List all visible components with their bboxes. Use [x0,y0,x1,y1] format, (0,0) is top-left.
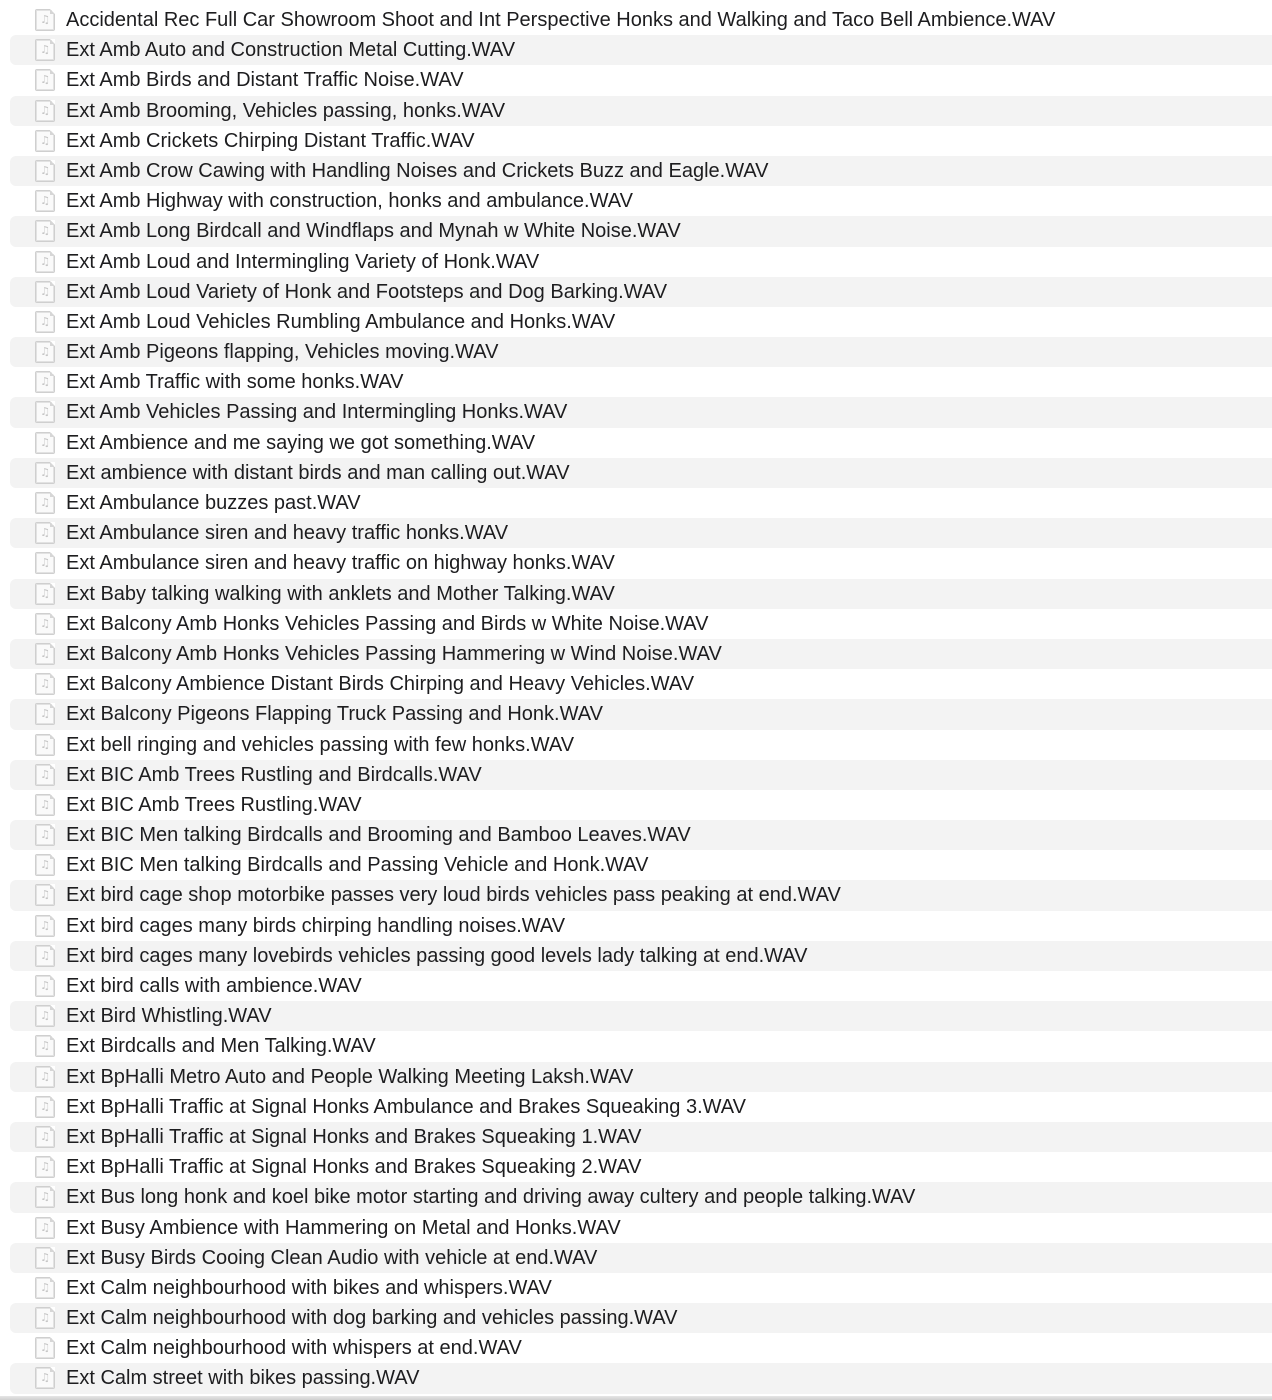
file-name: Ext Birdcalls and Men Talking.WAV [66,1035,376,1058]
audio-file-icon: ♫ [35,371,55,393]
file-name: Ext Baby talking walking with anklets and Mother Talking.WAV [66,582,615,605]
audio-file-icon: ♫ [35,824,55,846]
audio-file-icon: ♫ [35,764,55,786]
file-row[interactable] [10,5,1272,35]
file-row[interactable] [10,65,1272,95]
file-name: Ext Balcony Ambience Distant Birds Chirping and Heavy Vehicles.WAV [66,673,695,696]
file-row[interactable] [10,518,1272,548]
file-row[interactable] [10,1062,1272,1092]
audio-file-icon: ♫ [35,220,55,242]
audio-file-icon: ♫ [35,1126,55,1148]
file-name: Accidental Rec Full Car Showroom Shoot and Int Perspective Honks and Walking and Taco Bell Ambience.WAV [66,9,1056,31]
audio-file-icon: ♫ [35,734,55,756]
file-name: Ext BIC Men talking Birdcalls and Passing Vehicle and Honk.WAV [66,854,649,877]
audio-file-icon: ♫ [35,915,55,937]
file-name: Ext Amb Crow Cawing with Handling Noises and Crickets Buzz and Eagle.WAV [66,159,769,182]
audio-file-icon: ♫ [35,432,55,454]
file-row[interactable] [10,1001,1272,1031]
audio-file-icon: ♫ [35,1035,55,1057]
file-row[interactable] [10,1152,1272,1182]
file-row[interactable] [10,458,1272,488]
file-name: Ext Balcony Amb Honks Vehicles Passing and Birds w White Noise.WAV [66,612,709,635]
file-row[interactable] [10,548,1272,578]
file-row[interactable] [10,1092,1272,1122]
audio-file-icon: ♫ [35,69,55,91]
file-name: Ext Amb Traffic with some honks.WAV [66,371,404,394]
file-name: Ext BIC Amb Trees Rustling.WAV [66,793,362,816]
file-name: Ext bird cages many lovebirds vehicles passing good levels lady talking at end.WAV [66,944,808,967]
file-row[interactable] [10,911,1272,941]
file-row[interactable] [10,880,1272,910]
file-name: Ext Amb Crickets Chirping Distant Traffic.WAV [66,129,475,152]
audio-file-icon: ♫ [35,1217,55,1239]
file-name: Ext Busy Ambience with Hammering on Metal and Honks.WAV [66,1216,621,1239]
file-name: Ext Bird Whistling.WAV [66,1005,272,1028]
file-name: Ext Calm neighbourhood with dog barking and vehicles passing.WAV [66,1307,678,1330]
audio-file-icon: ♫ [35,1337,55,1359]
file-row[interactable] [10,669,1272,699]
window-bottom-edge [0,1396,1272,1400]
file-name: Ext bird cage shop motorbike passes very loud birds vehicles pass peaking at end.WAV [66,884,841,907]
file-name: Ext BIC Men talking Birdcalls and Brooming and Bamboo Leaves.WAV [66,824,691,847]
file-row[interactable] [10,699,1272,729]
audio-file-icon: ♫ [35,1096,55,1118]
audio-file-icon: ♫ [35,1277,55,1299]
file-name: Ext BpHalli Traffic at Signal Honks and Brakes Squeaking 1.WAV [66,1125,642,1148]
audio-file-icon: ♫ [35,794,55,816]
file-row[interactable] [10,579,1272,609]
file-name: Ext ambience with distant birds and man calling out.WAV [66,461,570,484]
file-name: Ext Balcony Amb Honks Vehicles Passing Hammering w Wind Noise.WAV [66,642,722,665]
file-row[interactable] [10,1363,1272,1393]
file-name: Ext Calm neighbourhood with bikes and whispers.WAV [66,1276,552,1299]
file-name: Ext BpHalli Metro Auto and People Walking Meeting Laksh.WAV [66,1065,634,1088]
file-name: Ext Amb Birds and Distant Traffic Noise.WAV [66,69,464,92]
file-name: Ext Amb Loud Variety of Honk and Footsteps and Dog Barking.WAV [66,280,668,303]
file-name: Ext Ambience and me saying we got something.WAV [66,431,536,454]
audio-file-icon: ♫ [35,945,55,967]
audio-file-icon: ♫ [35,1307,55,1329]
file-row[interactable] [10,730,1272,760]
file-row[interactable] [10,790,1272,820]
file-row[interactable] [10,216,1272,246]
file-name: Ext Ambulance buzzes past.WAV [66,492,361,514]
file-row[interactable] [10,35,1272,65]
file-row[interactable] [10,760,1272,790]
file-name: Ext Amb Loud and Intermingling Variety of Honk.WAV [66,250,540,273]
file-name: Ext bird calls with ambience.WAV [66,975,362,997]
file-row[interactable] [10,1122,1272,1152]
file-row[interactable] [10,1333,1272,1363]
file-name: Ext Calm street with bikes passing.WAV [66,1367,420,1390]
file-row[interactable] [10,126,1272,156]
file-name: Ext BpHalli Traffic at Signal Honks Ambulance and Brakes Squeaking 3.WAV [66,1095,746,1118]
file-name: Ext bell ringing and vehicles passing with few honks.WAV [66,733,575,756]
audio-file-icon: ♫ [35,1066,55,1088]
audio-file-icon: ♫ [35,975,55,997]
file-name: Ext Calm neighbourhood with whispers at end.WAV [66,1337,522,1360]
file-row[interactable] [10,337,1272,367]
file-row[interactable] [10,850,1272,880]
file-row[interactable] [10,96,1272,126]
audio-file-icon: ♫ [35,1156,55,1178]
file-row[interactable] [10,1243,1272,1273]
file-row[interactable] [10,186,1272,216]
audio-file-icon: ♫ [35,281,55,303]
file-row[interactable] [10,1303,1272,1333]
audio-file-icon: ♫ [35,552,55,574]
audio-file-icon: ♫ [35,401,55,423]
file-name: Ext Ambulance siren and heavy traffic honks.WAV [66,522,509,545]
file-name: Ext Amb Brooming, Vehicles passing, honks.WAV [66,99,506,122]
file-row[interactable] [10,820,1272,850]
audio-file-icon: ♫ [35,39,55,61]
file-row[interactable] [10,428,1272,458]
audio-file-icon: ♫ [35,583,55,605]
audio-file-icon: ♫ [35,462,55,484]
file-name: Ext Amb Auto and Construction Metal Cutting.WAV [66,39,516,62]
audio-file-icon: ♫ [35,190,55,212]
audio-file-icon: ♫ [35,613,55,635]
file-row[interactable] [10,1273,1272,1303]
audio-file-icon: ♫ [35,703,55,725]
audio-file-icon: ♫ [35,522,55,544]
file-list [0,5,1272,1394]
file-name: Ext Amb Loud Vehicles Rumbling Ambulance and Honks.WAV [66,310,616,333]
audio-file-icon: ♫ [35,884,55,906]
file-name: Ext Amb Long Birdcall and Windflaps and Mynah w White Noise.WAV [66,220,681,243]
file-row[interactable] [10,609,1272,639]
audio-file-icon: ♫ [35,1247,55,1269]
audio-file-icon: ♫ [35,160,55,182]
audio-file-icon: ♫ [35,251,55,273]
file-name: Ext Ambulance siren and heavy traffic on highway honks.WAV [66,552,615,575]
file-row[interactable] [10,639,1272,669]
audio-file-icon: ♫ [35,9,55,31]
file-row[interactable] [10,971,1272,1001]
file-name: Ext Busy Birds Cooing Clean Audio with vehicle at end.WAV [66,1246,598,1269]
file-row[interactable] [10,247,1272,277]
audio-file-icon: ♫ [35,100,55,122]
file-name: Ext bird cages many birds chirping handling noises.WAV [66,914,566,937]
audio-file-icon: ♫ [35,854,55,876]
file-name: Ext Amb Vehicles Passing and Intermingling Honks.WAV [66,401,568,424]
audio-file-icon: ♫ [35,311,55,333]
file-name: Ext Amb Pigeons flapping, Vehicles moving.WAV [66,341,499,364]
file-name: Ext Bus long honk and koel bike motor starting and driving away cultery and people talking.WAV [66,1186,916,1209]
file-row[interactable] [10,1182,1272,1212]
file-row[interactable] [10,367,1272,397]
audio-file-icon: ♫ [35,341,55,363]
file-row[interactable] [10,488,1272,518]
audio-file-icon: ♫ [35,1005,55,1027]
file-name: Ext BIC Amb Trees Rustling and Birdcalls.WAV [66,763,482,786]
file-row[interactable] [10,277,1272,307]
audio-file-icon: ♫ [35,492,55,514]
file-row[interactable] [10,397,1272,427]
file-row[interactable] [10,156,1272,186]
audio-file-icon: ♫ [35,1186,55,1208]
file-row[interactable] [10,1213,1272,1243]
file-row[interactable] [10,941,1272,971]
file-name: Ext Balcony Pigeons Flapping Truck Passing and Honk.WAV [66,703,603,726]
audio-file-icon: ♫ [35,130,55,152]
file-name: Ext Amb Highway with construction, honks and ambulance.WAV [66,190,633,213]
file-row[interactable] [10,307,1272,337]
file-row[interactable] [10,1031,1272,1061]
audio-file-icon: ♫ [35,673,55,695]
file-name: Ext BpHalli Traffic at Signal Honks and Brakes Squeaking 2.WAV [66,1156,642,1179]
audio-file-icon: ♫ [35,1367,55,1389]
audio-file-icon: ♫ [35,643,55,665]
